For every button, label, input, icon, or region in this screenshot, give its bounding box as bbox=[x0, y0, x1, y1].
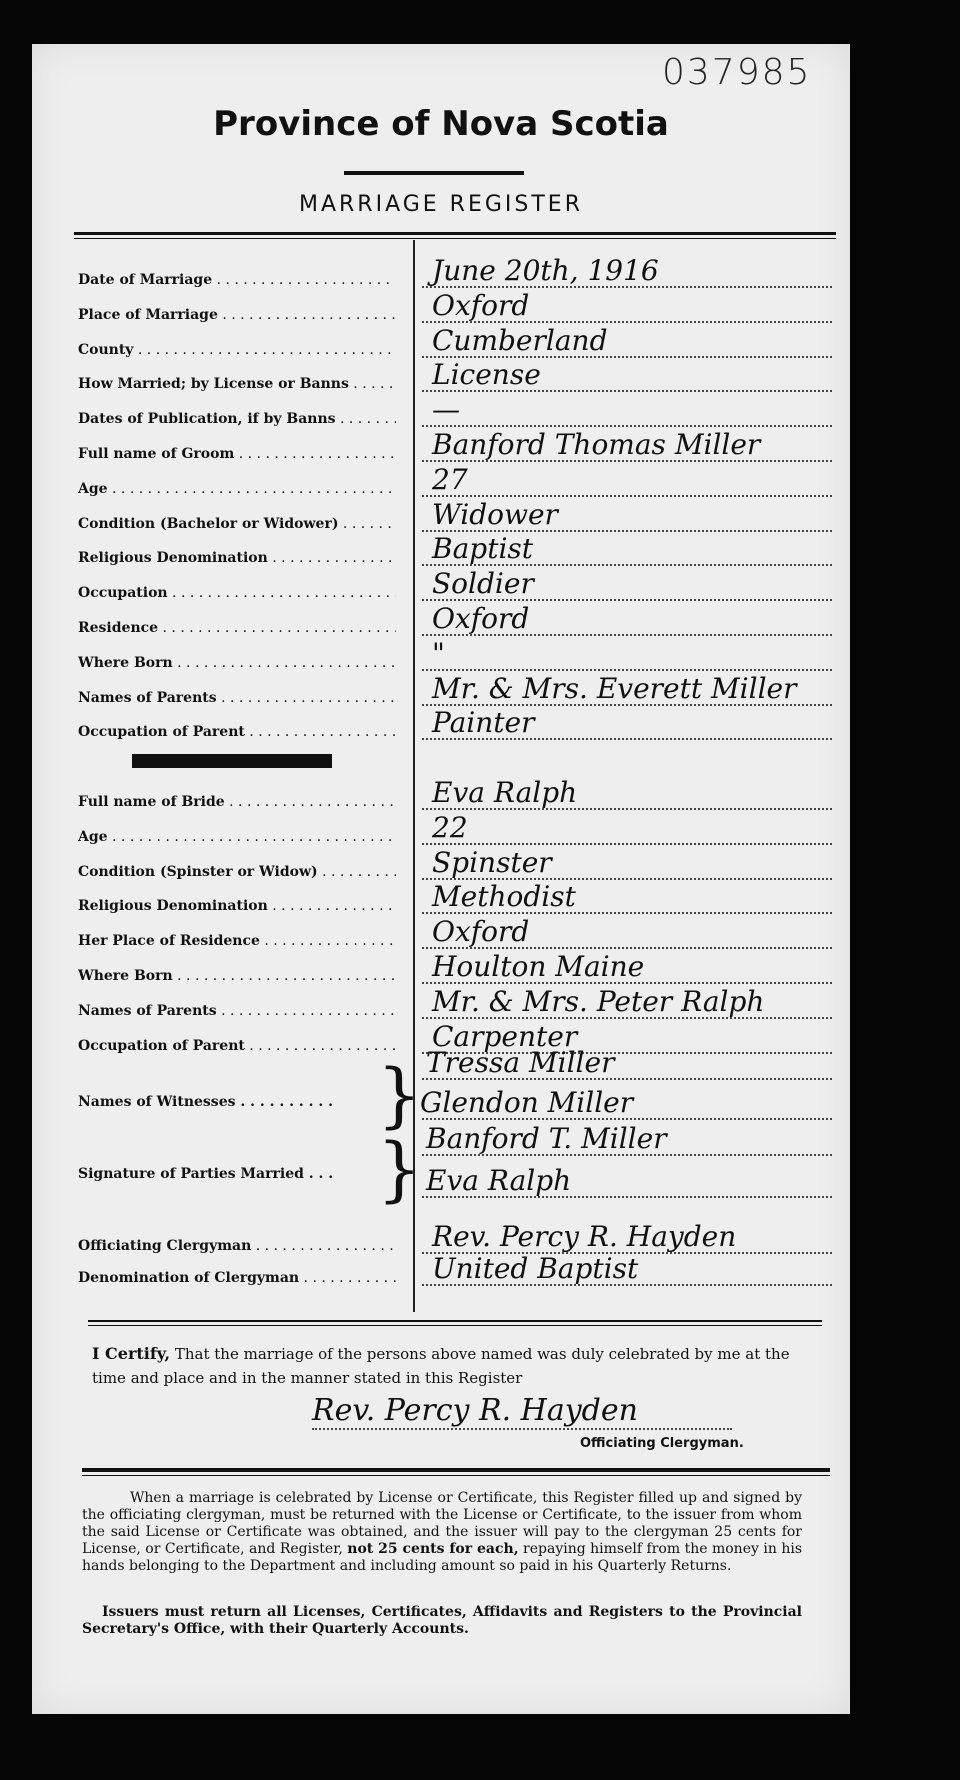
bride-field-line bbox=[422, 843, 832, 845]
groom-field-label: Dates of Publication, if by Banns . . . bbox=[78, 409, 396, 429]
groom-field-value: Painter bbox=[432, 706, 535, 740]
groom-field-label: County . . . bbox=[78, 340, 396, 360]
groom-field-value: License bbox=[432, 358, 541, 392]
party-signature-bride: Eva Ralph bbox=[426, 1164, 572, 1197]
signature-caption: Officiating Clergyman. bbox=[580, 1436, 744, 1451]
groom-field-value: Soldier bbox=[432, 567, 534, 601]
groom-field-value: Widower bbox=[432, 497, 558, 531]
bride-field-label: Full name of Bride . . . bbox=[78, 792, 396, 812]
bride-field-value: Carpenter bbox=[432, 1019, 578, 1053]
groom-field-label: Age . . . bbox=[78, 479, 396, 499]
bride-field-value: Eva Ralph bbox=[432, 776, 578, 809]
register-form bbox=[32, 44, 850, 1714]
groom-field-value: Oxford bbox=[432, 602, 530, 635]
footer-emphasis: not 25 cents for each, bbox=[347, 1541, 519, 1557]
bride-field-label: Age . . . bbox=[78, 827, 396, 847]
form-subtitle: MARRIAGE REGISTER bbox=[298, 192, 583, 217]
groom-field-value: Cumberland bbox=[432, 323, 608, 357]
footer-divider-thin bbox=[82, 1475, 830, 1476]
groom-field-value: " bbox=[432, 636, 445, 670]
certify-body: That the marriage of the persons above named was duly celebrated by me at the time and place and in the manner stated in this Register bbox=[92, 1345, 790, 1387]
groom-field-value: Mr. & Mrs. Everett Miller bbox=[432, 671, 797, 705]
clergy-field-label: Officiating Clergyman . . . bbox=[78, 1236, 396, 1256]
bride-field-label: Condition (Spinster or Widow) . . . bbox=[78, 862, 396, 882]
bride-field-value: Houlton Maine bbox=[432, 950, 645, 983]
groom-field-line bbox=[422, 669, 832, 671]
bride-field-value: Oxford bbox=[432, 915, 530, 949]
groom-field-label: Religious Denomination . . . bbox=[78, 548, 396, 568]
groom-field-label: Names of Parents . . . bbox=[78, 688, 396, 708]
clergy-field-value: United Baptist bbox=[432, 1252, 639, 1285]
section-divider-bar bbox=[132, 754, 332, 768]
clergy-field-label: Denomination of Clergyman . . . bbox=[78, 1268, 396, 1288]
groom-field-value: June 20th, 1916 bbox=[432, 254, 659, 287]
groom-field-line bbox=[422, 495, 832, 497]
witnesses-label: Names of Witnesses . . . . . . . . . . bbox=[78, 1094, 333, 1110]
groom-field-label: Occupation of Parent . . . bbox=[78, 722, 396, 742]
groom-field-value: Oxford bbox=[432, 288, 530, 322]
groom-field-label: Where Born . . . bbox=[78, 653, 396, 673]
parties-label: Signature of Parties Married . . . bbox=[78, 1166, 334, 1182]
groom-field-value: 27 bbox=[432, 462, 468, 496]
groom-field-label: Full name of Groom . . . bbox=[78, 444, 396, 464]
bride-field-label: Names of Parents . . . bbox=[78, 1001, 396, 1021]
bride-field-value: Methodist bbox=[432, 880, 576, 914]
groom-field-value: Baptist bbox=[432, 532, 534, 566]
bride-field-value: Mr. & Mrs. Peter Ralph bbox=[432, 984, 765, 1018]
clergy-field-value: Rev. Percy R. Hayden bbox=[432, 1220, 737, 1253]
groom-field-label: Date of Marriage . . . bbox=[78, 270, 396, 290]
groom-field-value: — bbox=[432, 393, 460, 427]
bride-field-label: Where Born . . . bbox=[78, 966, 396, 986]
form-title: Province of Nova Scotia bbox=[213, 104, 669, 144]
footer-divider bbox=[82, 1468, 830, 1472]
certification-divider-thin bbox=[88, 1325, 822, 1326]
title-underline bbox=[344, 171, 524, 175]
footer-return-notice: Issuers must return all Licenses, Certificates, Affidavits and Registers to the Provincial Secretary's Office, with their Quarterly Accounts. bbox=[82, 1604, 802, 1637]
bride-field-label: Occupation of Parent . . . bbox=[78, 1036, 396, 1056]
footer-instructions: When a marriage is celebrated by License or Certificate, this Register filled up and signed by the officiating clergyman, must be returned with the License or Certificate, to the issuer from whom the said License or Certificate was obtained, and the issuer will pay to the clergyman 25 cents for License, or Certificate, and Register, not 25 cents for each, repaying himself from the money in his hands belonging to the Department and including amount so paid in his Quarterly Returns. bbox=[82, 1490, 802, 1574]
signature-line bbox=[312, 1428, 732, 1430]
groom-field-label: Residence . . . bbox=[78, 618, 396, 638]
bride-field-label: Religious Denomination . . . bbox=[78, 896, 396, 916]
groom-field-label: Condition (Bachelor or Widower) . . . bbox=[78, 514, 396, 534]
bride-field-value: Spinster bbox=[432, 845, 552, 879]
parties-brace: } bbox=[377, 1128, 422, 1210]
serial-number: 037985 bbox=[662, 52, 812, 93]
groom-field-line bbox=[422, 425, 832, 427]
witness-name-1: Tressa Miller bbox=[426, 1046, 615, 1079]
bride-field-label: Her Place of Residence . . . bbox=[78, 931, 396, 951]
witnesses-brace: } bbox=[377, 1054, 422, 1136]
groom-field-label: Place of Marriage . . . bbox=[78, 305, 396, 325]
certification-text bbox=[92, 1342, 802, 1390]
certification-divider bbox=[88, 1320, 822, 1322]
groom-field-label: Occupation . . . bbox=[78, 583, 396, 603]
party-signature-groom: Banford T. Miller bbox=[426, 1122, 667, 1155]
bride-field-value: 22 bbox=[432, 810, 468, 844]
certify-lead: I Certify, bbox=[92, 1344, 171, 1363]
header-divider bbox=[74, 232, 836, 235]
certifying-signature: Rev. Percy R. Hayden bbox=[312, 1393, 638, 1428]
groom-field-value: Banford Thomas Miller bbox=[432, 428, 761, 461]
header-divider-thin bbox=[74, 238, 836, 239]
witness-name-2: Glendon Miller bbox=[420, 1086, 634, 1119]
groom-field-label: How Married; by License or Banns . . . bbox=[78, 374, 396, 394]
